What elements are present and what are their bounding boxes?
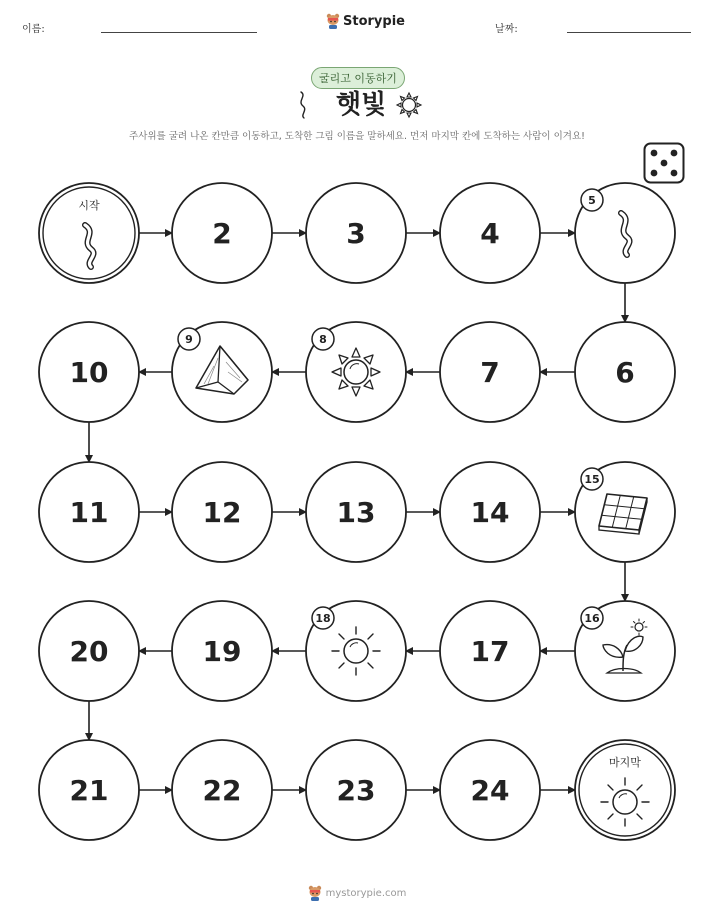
cell-number: 21 <box>69 774 109 807</box>
cell-number: 7 <box>480 356 500 389</box>
svg-text:8: 8 <box>319 333 327 346</box>
board-cell-25 <box>575 740 675 840</box>
board-cell-12 <box>172 462 272 562</box>
board-cell-16 <box>575 601 675 701</box>
board-cell-2 <box>172 183 272 283</box>
board-cell-23 <box>306 740 406 840</box>
cell-number: 13 <box>336 496 376 529</box>
board-cell-19 <box>172 601 272 701</box>
cell-number-badge <box>581 189 603 211</box>
svg-text:5: 5 <box>588 194 596 207</box>
board-cell-18 <box>306 601 406 701</box>
brand-name: Storypie <box>343 13 405 29</box>
board-cell-4 <box>440 183 540 283</box>
cell-number-badge <box>581 468 603 490</box>
board-cell-1 <box>39 183 139 283</box>
page-title: 햇빛 <box>336 90 387 120</box>
cell-number: 12 <box>202 496 242 529</box>
svg-text:18: 18 <box>315 612 331 625</box>
cell-number: 11 <box>69 496 109 529</box>
board-cell-15 <box>575 462 675 562</box>
cell-number: 4 <box>480 217 500 250</box>
cell-number-badge <box>312 607 334 629</box>
cell-number: 2 <box>212 217 232 250</box>
svg-text:16: 16 <box>584 612 600 625</box>
board-cell-11 <box>39 462 139 562</box>
svg-text:9: 9 <box>185 333 193 346</box>
board-cell-6 <box>575 322 675 422</box>
board-cell-13 <box>306 462 406 562</box>
board-cell-17 <box>440 601 540 701</box>
board-cell-7 <box>440 322 540 422</box>
footer <box>0 885 714 901</box>
cell-number: 19 <box>202 635 242 668</box>
sun-icon <box>332 348 380 396</box>
bright-sun-icon <box>332 627 380 675</box>
board-cell-10 <box>39 322 139 422</box>
cell-number: 17 <box>470 635 510 668</box>
board-cell-5 <box>575 183 675 283</box>
start-label: 시작 <box>78 199 100 212</box>
cell-number-badge <box>312 328 334 350</box>
board-cell-22 <box>172 740 272 840</box>
cell-number: 23 <box>336 774 376 807</box>
cell-number-badge <box>581 607 603 629</box>
instructions: 주사위를 굴려 나온 칸만큼 이동하고, 도착한 그림 이름을 말하세요. 먼저 마지막 칸에 도착하는 사람이 이겨요! <box>129 131 585 142</box>
cell-number: 14 <box>470 496 510 529</box>
cell-number: 10 <box>69 356 109 389</box>
board-cell-14 <box>440 462 540 562</box>
footer-site[interactable]: mystorypie.com <box>325 887 407 899</box>
board-cell-3 <box>306 183 406 283</box>
cell-number: 6 <box>615 356 635 389</box>
cell-number: 24 <box>470 774 510 807</box>
date-label: 날짜: <box>495 24 518 35</box>
bright-sun-icon <box>601 778 649 826</box>
bear-mascot-icon <box>308 885 322 901</box>
cell-number: 20 <box>69 635 109 668</box>
cell-number: 22 <box>202 774 242 807</box>
cell-number: 3 <box>346 217 366 250</box>
cell-number-badge <box>178 328 200 350</box>
name-label: 이름: <box>22 24 45 35</box>
board-cells <box>39 183 675 840</box>
subtitle-pill: 굴리고 이동하기 <box>311 67 405 89</box>
board-cell-20 <box>39 601 139 701</box>
board-cell-8 <box>306 322 406 422</box>
finish-label: 마지막 <box>609 756 641 769</box>
board-cell-24 <box>440 740 540 840</box>
board-cell-21 <box>39 740 139 840</box>
board-cell-9 <box>172 322 272 422</box>
svg-text:15: 15 <box>584 473 600 486</box>
